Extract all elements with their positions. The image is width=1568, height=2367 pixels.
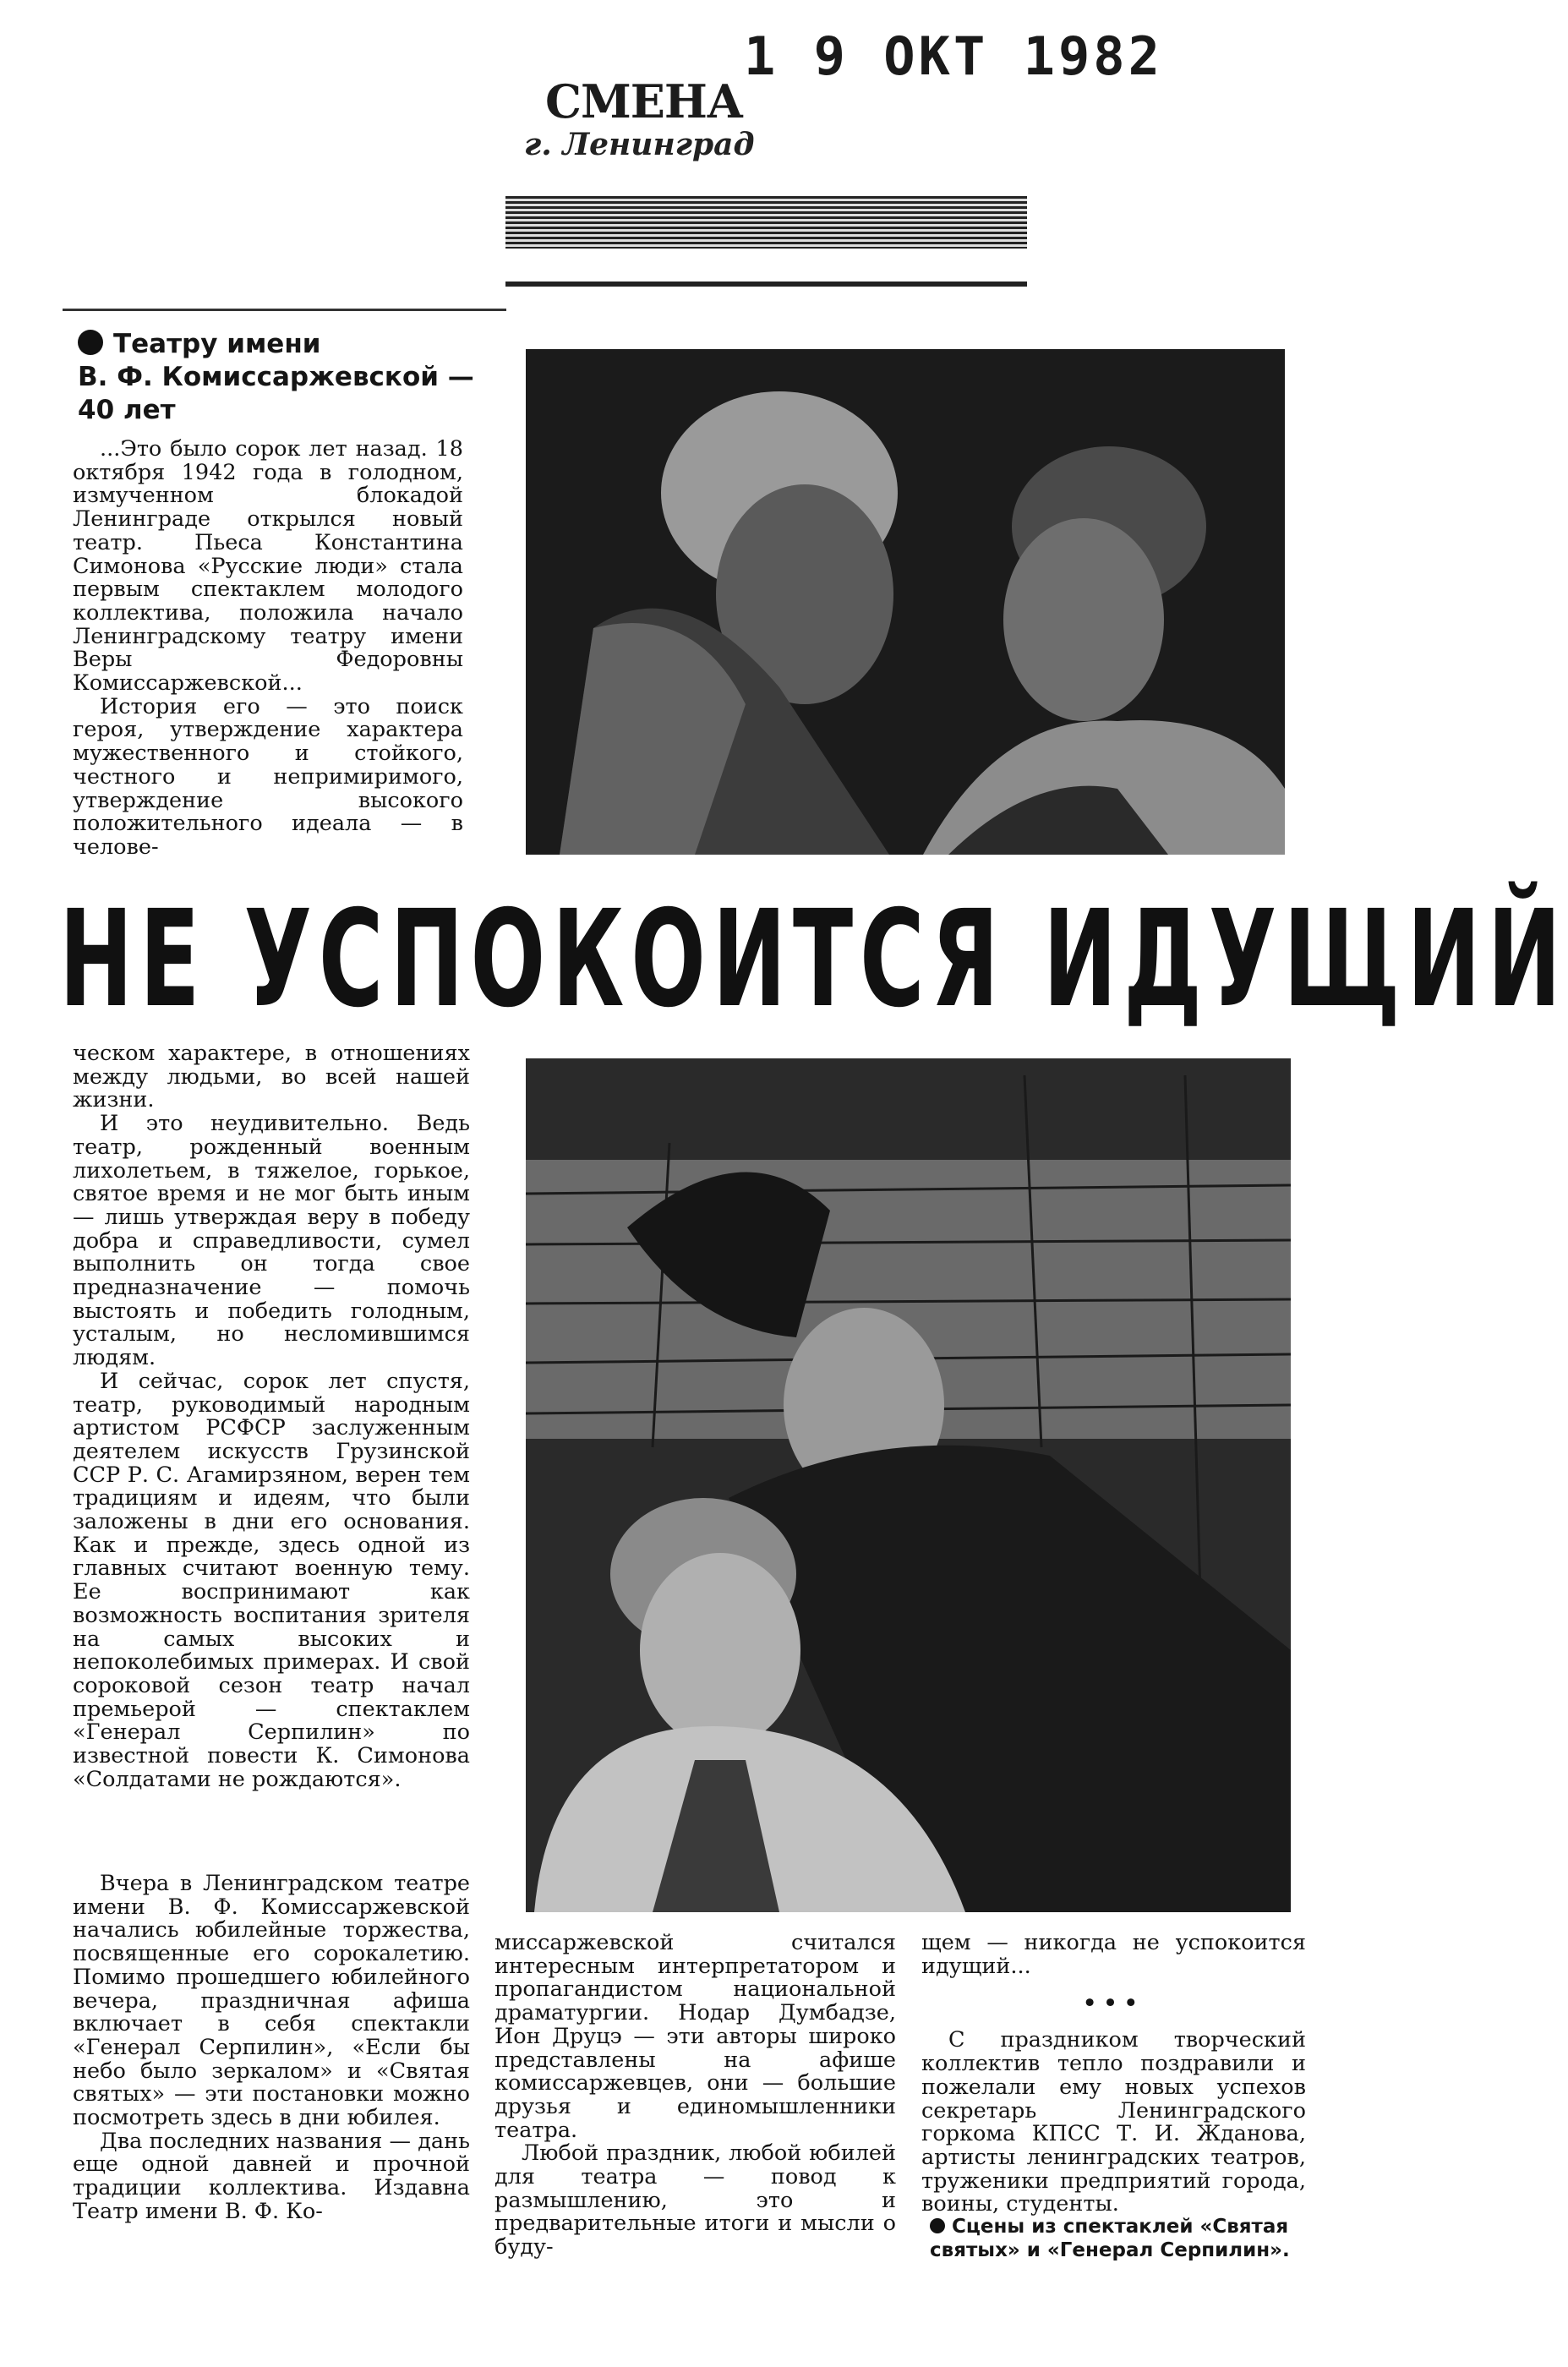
paragraph: миссаржевской считался интересным интерпретатором и пропагандистом национальной драматургии. Нодар Думбадзе, Ион Друцэ — эти авторы широко представлены на афише комиссаржевцев, они — большие друзья и единомышленники театра. <box>494 1930 896 2143</box>
article-column-1 <box>73 438 463 860</box>
separator: ••• <box>1083 1991 1145 2017</box>
photo-top <box>526 349 1285 855</box>
caption-text: Сцены из спектаклей «Святая святых» и «Генерал Серпилин». <box>930 2216 1290 2261</box>
photo-top-image <box>526 349 1285 855</box>
paragraph: щем — никогда не успокоится идущий... <box>921 1930 1306 1979</box>
article-column-3 <box>73 1872 470 2224</box>
date-stamp: 1 9 ОКТ 1982 <box>744 25 1163 87</box>
paragraph: И сейчас, сорок лет спустя, театр, руководимый народным артистом РСФСР заслуженным деятелем искусств Грузинской ССР Р. С. Агамирзяном, верен тем традициям и идеям, что были заложены в дни его основания. Как и прежде, здесь одной из главных считают военную тему. Ее воспринимают как возможность воспитания зрителя на самых высоких и непоколебимых примерах. И свой сороковой сезон театр начал премьерой — спектаклем «Генерал Серпилин» по известной повести К. Симонова «Солдатами не рождаются». <box>73 1368 470 1792</box>
photo-bottom <box>526 1058 1291 1912</box>
photo-bottom-image <box>526 1058 1291 1912</box>
masthead-rule <box>505 282 1027 287</box>
column-rule <box>63 309 506 311</box>
rubric-line-2: В. Ф. Комиссаржевской — <box>78 362 474 392</box>
paragraph: Два последних названия — дань еще одной давней и прочной традиции коллектива. Издавна Театр имени В. Ф. Ко- <box>73 2128 470 2224</box>
paragraph: История его — это поиск героя, утверждение характера мужественного и стойкого, честного и непримиримого, утверждение высокого положительного идеала — в челове- <box>73 693 463 860</box>
photo-caption <box>930 2215 1308 2262</box>
rubric <box>78 328 475 427</box>
newspaper-city: г. Ленинград <box>524 127 755 162</box>
paragraph: ...Это было сорок лет назад. 18 октября 1942 года в голодном, измученном блокадой Ленинграде открылся новый театр. Пьеса Константина Симонова «Русские люди» стала первым спектаклем молодого коллектива, положила начало Ленинградскому театру имени Веры Федоровны Комиссаржевской... <box>73 436 463 697</box>
article-column-5 <box>921 1932 1306 2217</box>
paragraph: И это неудивительно. Ведь театр, рожденный военным лихолетьем, в тяжелое, горькое, святое время и не мог быть иным — лишь утверждая веру в победу добра и справедливости, сумел выполнить он тогда свое предназначение — помочь выстоять и победить голодным, усталым, но несломившимся людям. <box>73 1111 470 1371</box>
headline <box>59 879 1568 1048</box>
article-column-2 <box>73 1042 470 1792</box>
newspaper-name: СМЕНА <box>545 74 743 128</box>
paragraph: Любой праздник, любой юбилей для театра — повод к размышлению, это и предварительные итоги и мысли о буду- <box>494 2140 896 2260</box>
paragraph: Вчера в Ленинградском театре имени В. Ф. Комиссаржевской начались юбилейные торжества, посвященные его сорокалетию. Помимо прошедшего юбилейного вечера, праздничная афиша включает в себя спектакли «Генерал Серпилин», «Если бы небо было зеркалом» и «Святая святых» — эти постановки можно посмотреть здесь в дни юбилея. <box>73 1871 470 2131</box>
paragraph: ческом характере, в отношениях между людьми, во всей нашей жизни. <box>73 1041 470 1113</box>
bullet-icon <box>930 2218 945 2233</box>
article-column-4 <box>494 1932 896 2260</box>
rubric-line-1: Театру имени <box>113 329 321 359</box>
bullet-icon <box>78 330 103 355</box>
headline-text: НЕ УСПОКОИТСЯ ИДУЩИЙ <box>59 882 1568 1037</box>
masthead-rule-band <box>505 196 1027 249</box>
paragraph: С праздником творческий коллектив тепло поздравили и пожелали ему новых успехов секретарь Ленинградского горкома КПСС Т. И. Жданова, артисты ленинградских театров, труженики предприятий города, воины, студенты. <box>921 2027 1306 2217</box>
rubric-line-3: 40 лет <box>78 395 176 425</box>
